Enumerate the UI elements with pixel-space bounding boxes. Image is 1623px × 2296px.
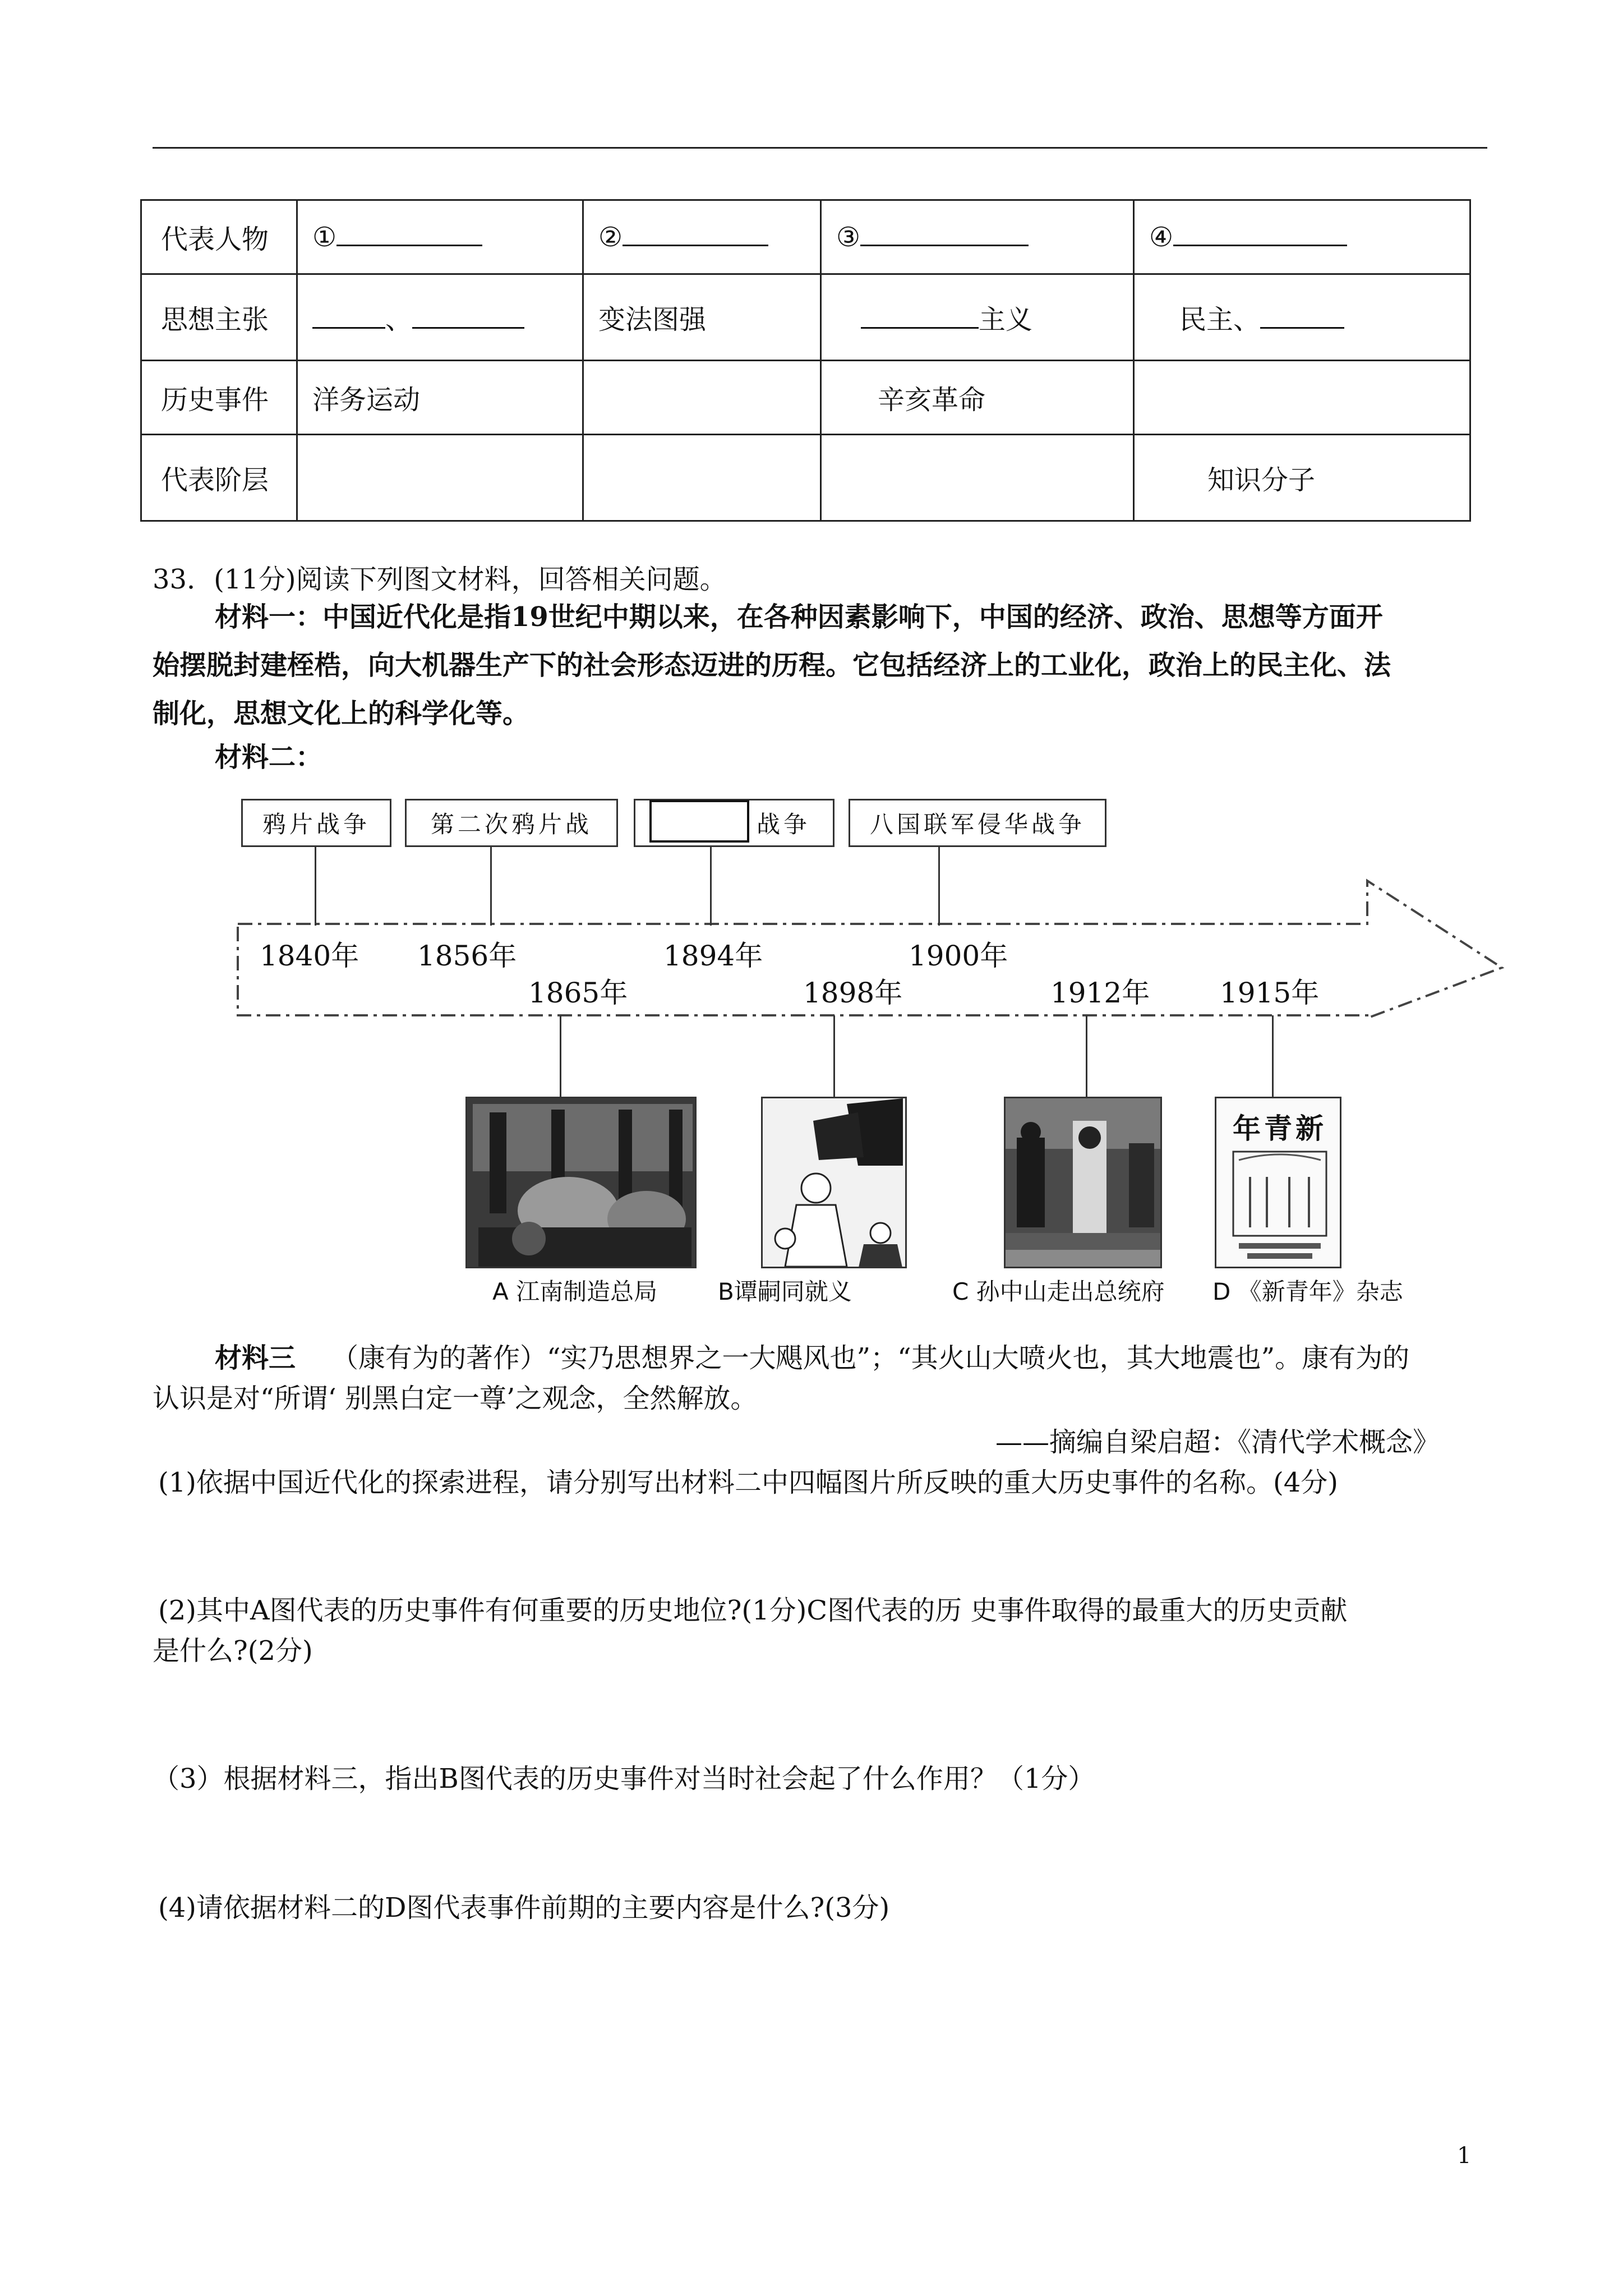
caption-a: A 江南制造总局	[492, 1278, 658, 1305]
table-row	[141, 200, 1470, 274]
cell-event-3: 辛亥革命	[821, 361, 1134, 435]
year-label: 1912年	[1050, 977, 1150, 1009]
tan-sitong-illustration	[763, 1098, 907, 1268]
event-box-opium-war: 鸦片战争	[241, 799, 391, 847]
blank-answer-box[interactable]	[649, 800, 749, 843]
answer-blank[interactable]	[412, 305, 524, 329]
cell-class-3[interactable]	[821, 435, 1134, 521]
cell-idea-1[interactable]: 、	[297, 274, 583, 361]
row-header: 历史事件	[141, 361, 297, 435]
cell-idea-3[interactable]: 主义	[821, 274, 1134, 361]
caption-b: B谭嗣同就义	[718, 1278, 852, 1305]
material1-line: 始摆脱封建桎梏，向大机器生产下的社会形态迈进的历程。它包括经济上的工业化，政治上的民主化、法	[153, 650, 1391, 681]
material3-line: 材料三 （康有为的著作）“实乃思想界之一大飓风也”；“其火山大喷火也，其大地震也”。康有为的	[215, 1342, 1410, 1374]
year-label: 1865年	[528, 977, 628, 1009]
table-row	[141, 435, 1470, 521]
timeline-connector	[710, 847, 712, 926]
header-rule	[153, 147, 1487, 149]
material3-label: 材料三	[215, 1342, 296, 1374]
caption-c: C 孙中山走出总统府	[952, 1278, 1165, 1305]
cell-event-4[interactable]	[1134, 361, 1470, 435]
year-label: 1915年	[1220, 977, 1320, 1009]
magazine-cover-illustration	[1216, 1098, 1341, 1268]
timeline-connector	[1086, 1015, 1087, 1099]
cell-figure-4[interactable]: ④	[1134, 200, 1470, 274]
answer-blank[interactable]	[623, 222, 768, 246]
year-label: 1840年	[260, 940, 359, 972]
cell-class-2[interactable]	[583, 435, 821, 521]
timeline-connector	[490, 847, 492, 926]
year-label: 1898年	[803, 977, 903, 1009]
table-row	[141, 274, 1470, 361]
event-box-sino-japanese-war: 战争	[634, 799, 834, 847]
question-3: （3）根据材料三，指出B图代表的历史事件对当时社会起了什么作用？（1分）	[153, 1763, 1095, 1795]
row-header: 思想主张	[141, 274, 297, 361]
photo-jiangnan-arsenal	[465, 1097, 697, 1268]
sun-yatsen-illustration	[1006, 1098, 1162, 1268]
cell-idea-4[interactable]: 民主、	[1134, 274, 1470, 361]
answer-blank[interactable]	[312, 305, 385, 329]
year-label: 1900年	[909, 940, 1008, 972]
row-header: 代表人物	[141, 200, 297, 274]
answer-blank[interactable]	[860, 222, 1029, 246]
question-2: 是什么?(2分)	[153, 1635, 313, 1667]
magazine-title: 年青新	[1233, 1112, 1327, 1145]
answer-blank[interactable]	[1260, 305, 1344, 329]
material3-line: 认识是对“所谓‘ 别黑白定一尊’之观念，全然解放。	[153, 1383, 758, 1414]
answer-blank[interactable]	[861, 305, 979, 329]
year-label: 1856年	[417, 940, 517, 972]
cell-idea-2: 变法图强	[583, 274, 821, 361]
timeline-connector	[1272, 1015, 1274, 1099]
material1-line: 材料一：中国近代化是指19世纪中期以来，在各种因素影响下，中国的经济、政治、思想等方面开	[215, 601, 1383, 633]
answer-blank[interactable]	[336, 222, 482, 246]
question-heading: 33．(11分)阅读下列图文材料，回答相关问题。	[153, 564, 727, 595]
table-row	[141, 361, 1470, 435]
photo-tan-sitong	[761, 1097, 907, 1268]
cell-figure-1[interactable]: ①	[297, 200, 583, 274]
photo-new-youth-magazine	[1215, 1097, 1341, 1268]
caption-d: D 《新青年》杂志	[1212, 1278, 1403, 1305]
material2-label: 材料二：	[215, 742, 323, 773]
factory-illustration	[467, 1098, 697, 1268]
timeline-connector	[315, 847, 316, 926]
timeline-connector	[833, 1015, 835, 1099]
page-number: 1	[1457, 2143, 1472, 2169]
cell-event-2[interactable]	[583, 361, 821, 435]
event-box-second-opium-war: 第二次鸦片战	[405, 799, 618, 847]
cell-class-1[interactable]	[297, 435, 583, 521]
question-4: (4)请依据材料二的D图代表事件前期的主要内容是什么?(3分)	[158, 1892, 890, 1924]
question-1: (1)依据中国近代化的探索进程，请分别写出材料二中四幅图片所反映的重大历史事件的名称。(4分)	[158, 1467, 1338, 1498]
cell-class-4: 知识分子	[1134, 435, 1470, 521]
answer-blank[interactable]	[1173, 222, 1347, 246]
row-header: 代表阶层	[141, 435, 297, 521]
cell-figure-3[interactable]: ③	[821, 200, 1134, 274]
material1-line: 制化，思想文化上的科学化等。	[153, 698, 530, 729]
timeline-connector	[938, 847, 940, 926]
photo-sun-yatsen	[1004, 1097, 1162, 1268]
thought-table	[140, 199, 1471, 522]
timeline-connector	[560, 1015, 561, 1099]
cell-event-1: 洋务运动	[297, 361, 583, 435]
year-label: 1894年	[663, 940, 763, 972]
material3-source: ——摘编自梁启超：《清代学术概念》	[995, 1427, 1440, 1458]
question-2: (2)其中A图代表的历史事件有何重要的历史地位?(1分)C图代表的历 史事件取得的最重大的历史贡献	[158, 1595, 1348, 1626]
cell-figure-2[interactable]: ②	[583, 200, 821, 274]
event-box-eight-nation-war: 八国联军侵华战争	[849, 799, 1106, 847]
